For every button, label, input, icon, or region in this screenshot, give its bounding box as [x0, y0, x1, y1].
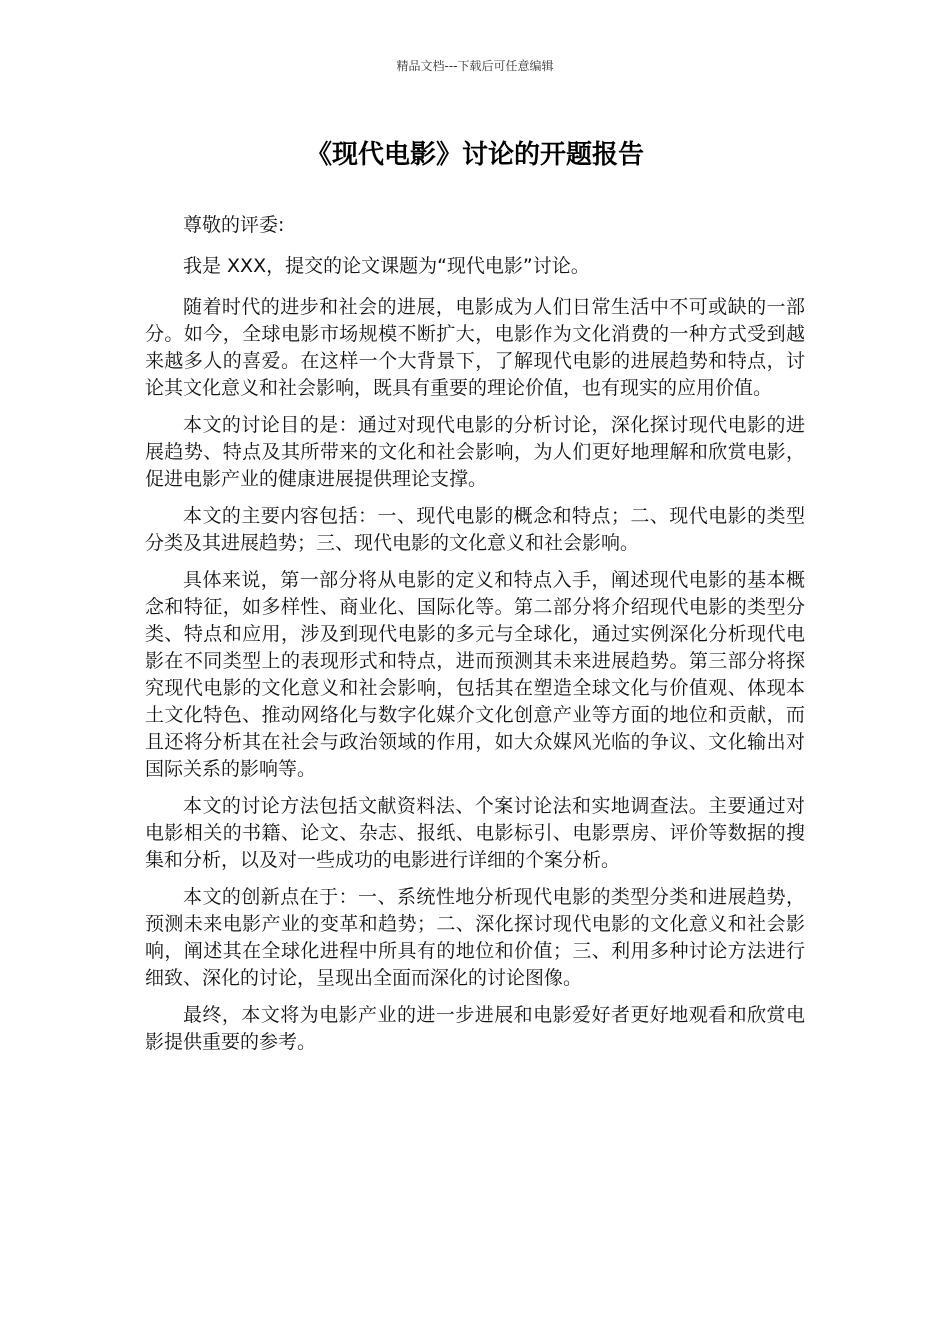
paragraph-background: 随着时代的进步和社会的进展，电影成为人们日常生活中不可或缺的一部分。如今，全球电影市场规模不断扩大，电影作为文化消费的一种方式受到越来越多人的喜爱。在这样一个大背景下，了解现代电影的进展趋势和特点，讨论其文化意义和社会影响，既具有重要的理论价值，也有现实的应用价值。: [145, 296, 805, 399]
document-title: 《现代电影》讨论的开题报告: [305, 140, 644, 170]
paragraph-conclusion: 最终，本文将为电影产业的进一步进展和电影爱好者更好地观看和欣赏电影提供重要的参考。: [145, 1004, 805, 1053]
paragraph-details: 具体来说，第一部分将从电影的定义和特点入手，阐述现代电影的基本概念和特征，如多样性、商业化、国际化等。第二部分将介绍现代电影的类型分类、特点和应用，涉及到现代电影的多元与全球化，通过实例深化分析现代电影在不同类型上的表现形式和特点，进而预测其未来进展趋势。第三部分将探究现代电影的文化意义和社会影响，包括其在塑造全球文化与价值观、体现本土文化特色、推动网络化与数字化媒介文化创意产业等方面的地位和贡献，而且还将分析其在社会与政治领域的作用，如大众媒风光临的争议、文化输出对国际关系的影响等。: [145, 569, 805, 780]
header-note: 精品文档---下载后可任意编辑: [396, 59, 554, 73]
paragraph-main-content: 本文的主要内容包括：一、现代电影的概念和特点；二、现代电影的类型分类及其进展趋势；三、现代电影的文化意义和社会影响。: [145, 505, 805, 554]
paragraph-innovation: 本文的创新点在于：一、系统性地分析现代电影的类型分类和进展趋势，预测未来电影产业的变革和趋势；二、深化探讨现代电影的文化意义和社会影响，阐述其在全球化进程中所具有的地位和价值；三、利用多种讨论方法进行细致、深化的讨论，呈现出全面而深化的讨论图像。: [145, 886, 805, 989]
paragraph-purpose: 本文的讨论目的是：通过对现代电影的分析讨论，深化探讨现代电影的进展趋势、特点及其所带来的文化和社会影响，为人们更好地理解和欣赏电影，促进电影产业的健康进展提供理论支撑。: [145, 414, 805, 490]
paragraph-introduction: 我是 XXX，提交的论文课题为“现代电影”讨论。: [183, 255, 590, 277]
paragraph-methods: 本文的讨论方法包括文献资料法、个案讨论法和实地调查法。主要通过对电影相关的书籍、论文、杂志、报纸、电影标引、电影票房、评价等数据的搜集和分析，以及对一些成功的电影进行详细的个案分析。: [145, 795, 805, 871]
paragraph-greeting: 尊敬的评委:: [183, 214, 285, 236]
document-body: [145, 212, 805, 1066]
